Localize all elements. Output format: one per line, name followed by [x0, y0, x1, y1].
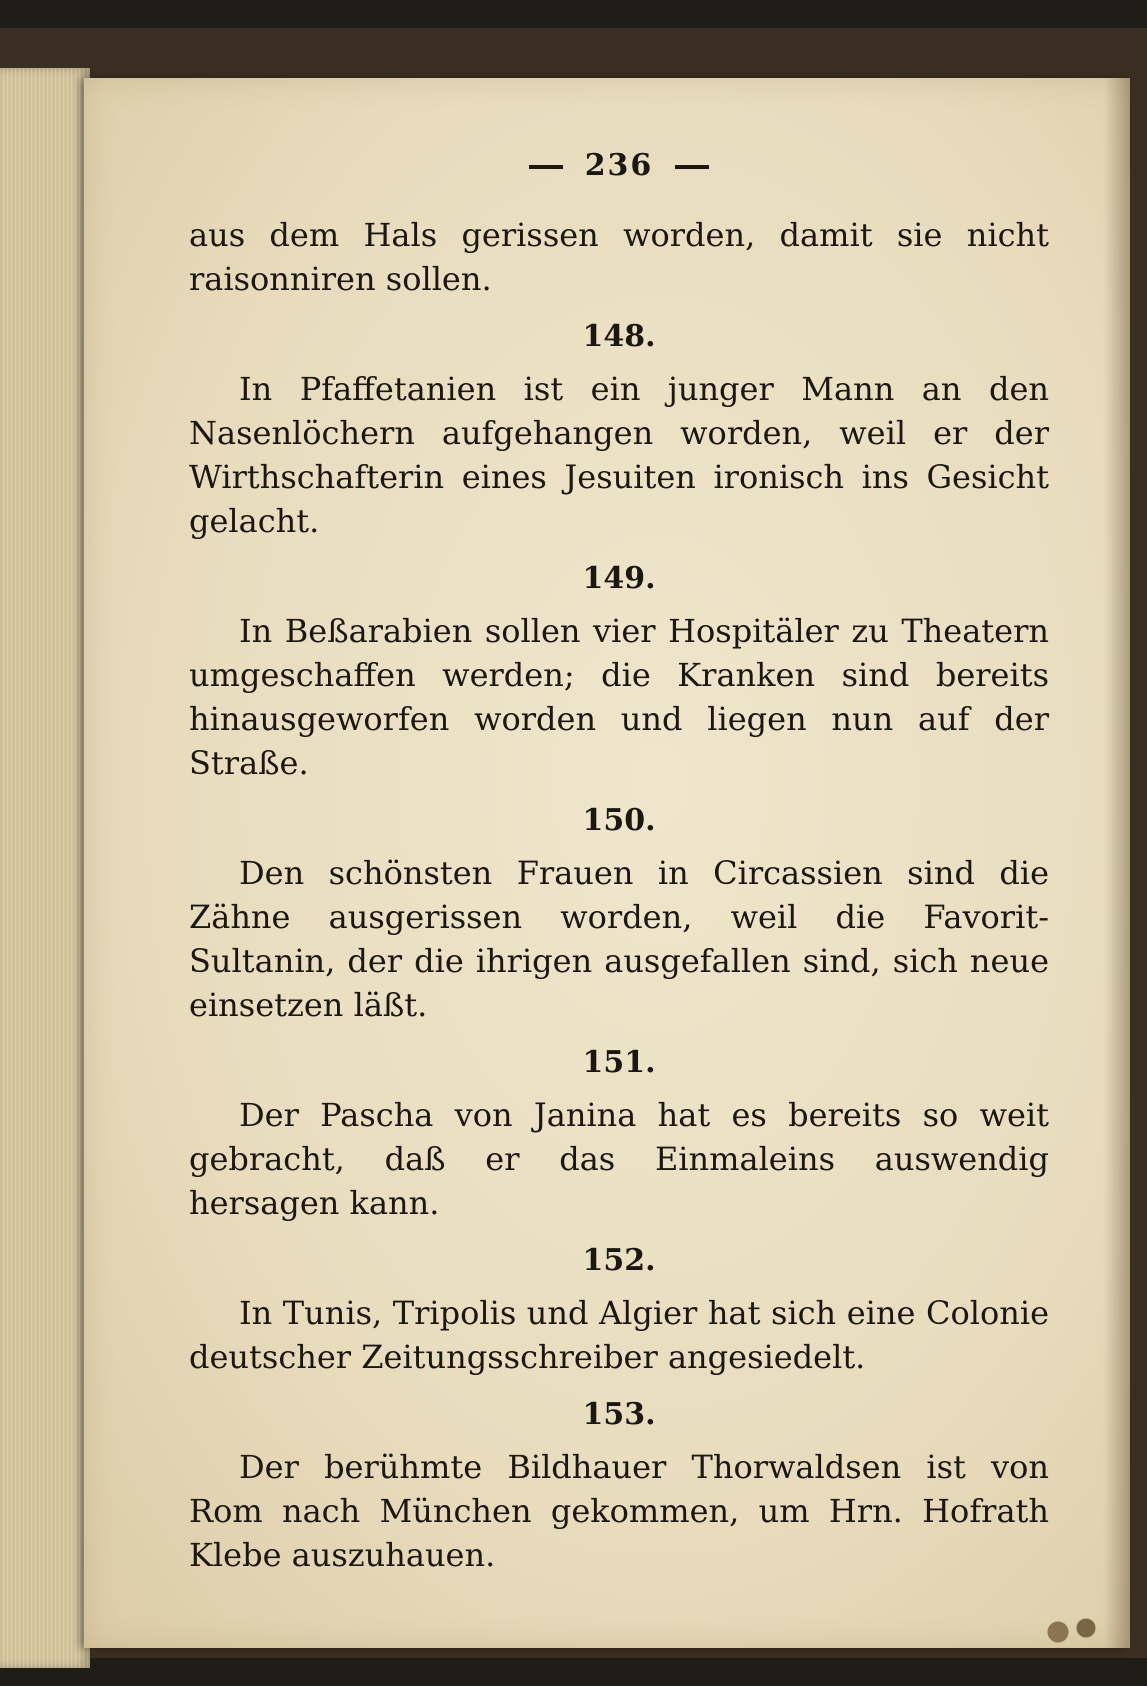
- book-page: [84, 78, 1130, 1648]
- paragraph-continued: aus dem Hals gerissen worden, damit sie nicht raisonniren sollen.: [189, 216, 1049, 298]
- header-dash-right: [675, 165, 709, 169]
- paragraph-150: Den schönsten Frauen in Circassien sind die Zähne ausgerissen worden, weil die Favorit-Sultanin, der die ihrigen ausgefallen sind, sich neue einsetzen läßt.: [189, 854, 1049, 1024]
- book: [0, 28, 1147, 1658]
- entry-number-151: 151.: [582, 1045, 656, 1080]
- entry-number-153: 153.: [582, 1397, 656, 1432]
- page-content: [189, 148, 1049, 1577]
- entry-number-150: 150.: [582, 803, 656, 838]
- page-gutter-shadow: [1104, 78, 1130, 1648]
- entry-number-148: 148.: [582, 319, 656, 354]
- page-stack-edge: [0, 68, 90, 1668]
- paragraph-148: In Pfaffetanien ist ein junger Mann an den Nasenlöchern aufgehangen worden, weil er der Wirthschafterin eines Jesuiten ironisch ins Gesicht gelacht.: [189, 370, 1049, 540]
- paragraph-152: In Tunis, Tripolis und Algier hat sich eine Colonie deutscher Zeitungsschreiber angesiedelt.: [189, 1294, 1049, 1376]
- entry-number-149: 149.: [582, 561, 656, 596]
- page-number: 236: [584, 148, 654, 183]
- binding-string: [1037, 1612, 1107, 1652]
- entry-number-152: 152.: [582, 1243, 656, 1278]
- header-dash-left: [529, 165, 563, 169]
- page-header: [189, 148, 1049, 183]
- paragraph-153: Der berühmte Bildhauer Thorwaldsen ist von Rom nach München gekommen, um Hrn. Hofrath Klebe auszuhauen.: [189, 1448, 1049, 1574]
- paragraph-149: In Beßarabien sollen vier Hospitäler zu Theatern umgeschaffen werden; die Kranken sind bereits hinausgeworfen worden und liegen nun auf der Straße.: [189, 612, 1049, 782]
- paragraph-151: Der Pascha von Janina hat es bereits so weit gebracht, daß er das Einmaleins auswendig hersagen kann.: [189, 1096, 1049, 1222]
